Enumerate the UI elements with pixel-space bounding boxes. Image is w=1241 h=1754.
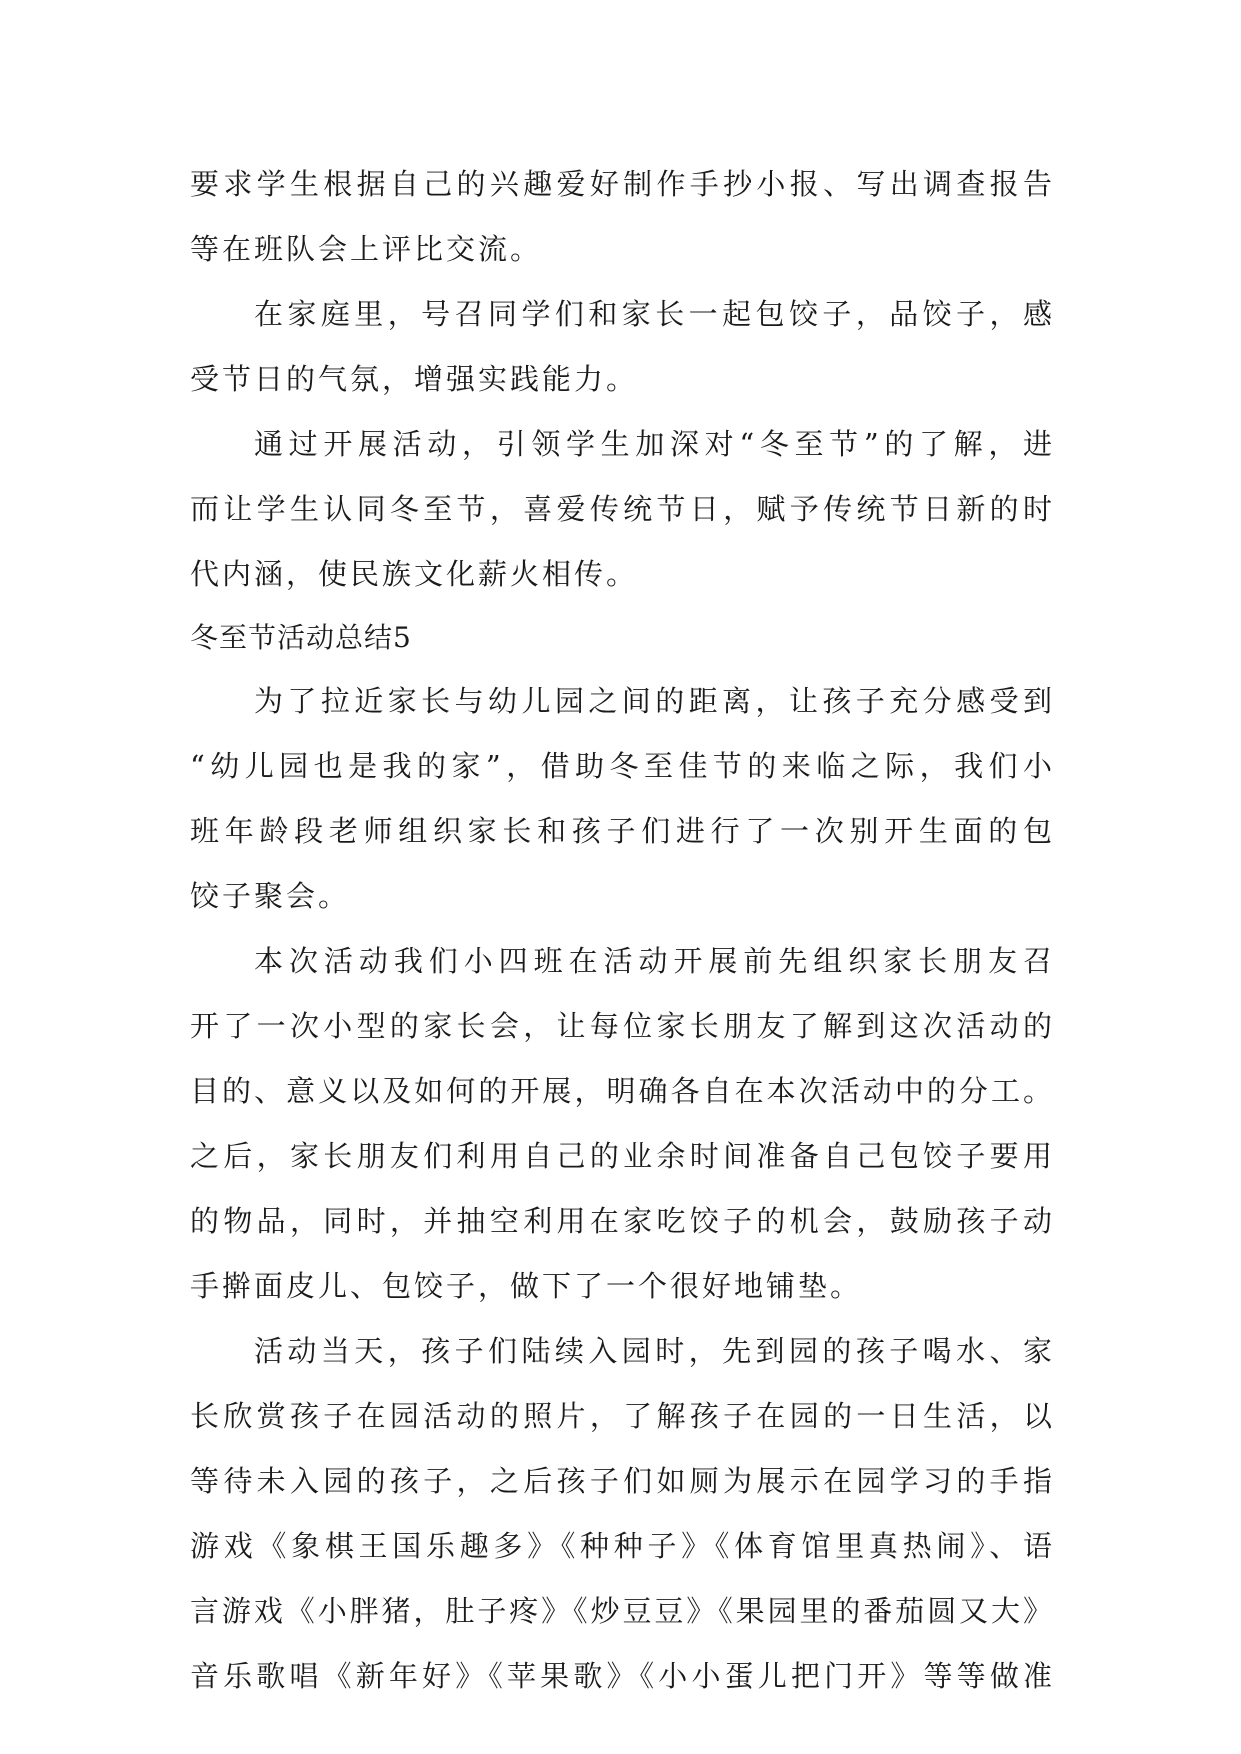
text-line: 饺子聚会。 (190, 879, 351, 913)
text-line: 而让学生认同冬至节，喜爱传统节日，赋予传统节日新的时 (190, 492, 1052, 526)
section-heading: 冬至节活动总结5 (190, 621, 412, 654)
text-line: 手擀面皮儿、包饺子，做下了一个很好地铺垫。 (190, 1269, 863, 1303)
text-line: 长欣赏孩子在园活动的照片，了解孩子在园的一日生活，以 (190, 1399, 1052, 1433)
text-line: 言游戏《小胖猪，肚子疼》《炒豆豆》《果园里的番茄圆又大》 (190, 1594, 1052, 1628)
text-line: 之后，家长朋友们利用自己的业余时间准备自己包饺子要用 (190, 1139, 1052, 1173)
text-line: 等在班队会上评比交流。 (190, 232, 543, 266)
text-line: 音乐歌唱《新年好》《苹果歌》《小小蛋儿把门开》等等做准 (190, 1659, 1052, 1693)
text-line: “幼儿园也是我的家”，借助冬至佳节的来临之际，我们小 (190, 749, 1052, 783)
text-line: 等待未入园的孩子，之后孩子们如厕为展示在园学习的手指 (190, 1464, 1052, 1498)
text-line: 班年龄段老师组织家长和孩子们进行了一次别开生面的包 (190, 814, 1052, 848)
text-line: 游戏《象棋王国乐趣多》《种种子》《体育馆里真热闹》、语 (190, 1529, 1052, 1563)
paragraph-first-line: 在家庭里，号召同学们和家长一起包饺子，品饺子，感 (254, 297, 1052, 331)
text-line: 的物品，同时，并抽空利用在家吃饺子的机会，鼓励孩子动 (190, 1204, 1052, 1238)
text-line: 开了一次小型的家长会，让每位家长朋友了解到这次活动的 (190, 1009, 1052, 1043)
paragraph-first-line: 通过开展活动，引领学生加深对“冬至节”的了解，进 (254, 427, 1052, 461)
text-line: 受节日的气氛，增强实践能力。 (190, 362, 639, 396)
text-line: 代内涵，使民族文化薪火相传。 (190, 557, 639, 591)
paragraph-first-line: 为了拉近家长与幼儿园之间的距离，让孩子充分感受到 (254, 684, 1052, 718)
text-line: 目的、意义以及如何的开展，明确各自在本次活动中的分工。 (190, 1074, 1052, 1108)
text-line: 要求学生根据自己的兴趣爱好制作手抄小报、写出调查报告 (190, 167, 1052, 201)
paragraph-first-line: 活动当天，孩子们陆续入园时，先到园的孩子喝水、家 (254, 1334, 1052, 1368)
paragraph-first-line: 本次活动我们小四班在活动开展前先组织家长朋友召 (254, 944, 1052, 978)
document-page (190, 152, 1052, 1709)
